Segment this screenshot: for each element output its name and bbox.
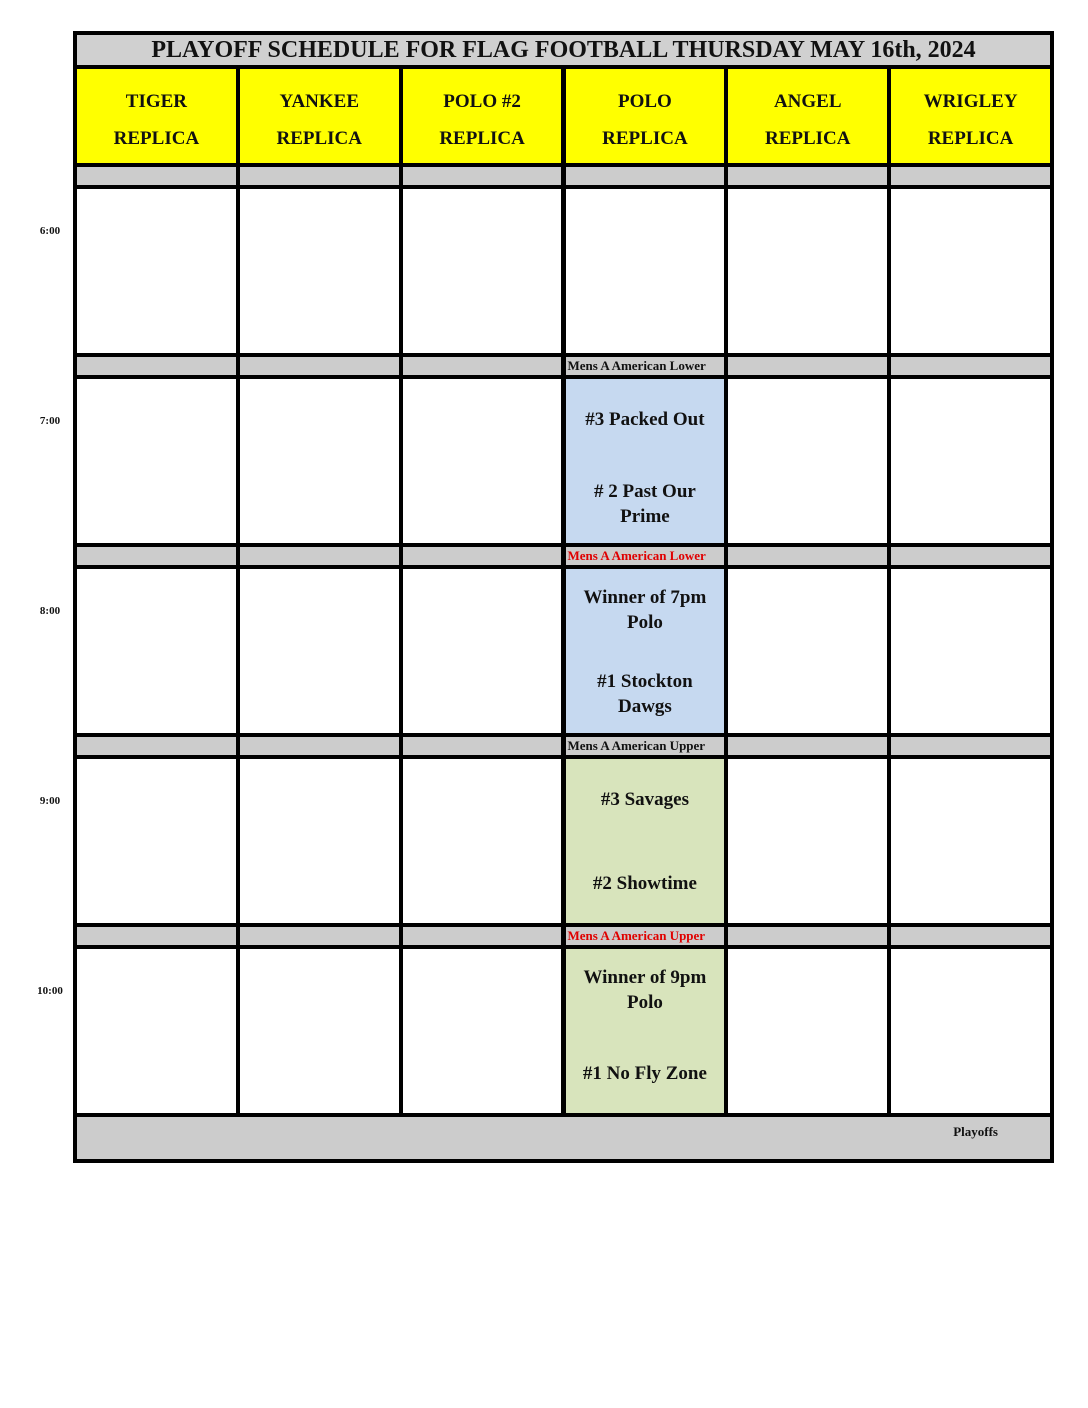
division-band-cell bbox=[240, 357, 399, 375]
time-slot-cell bbox=[77, 759, 236, 923]
time-slot-cell bbox=[77, 949, 236, 1113]
time-slot-cell bbox=[891, 189, 1050, 353]
field-header bbox=[77, 69, 236, 163]
time-slot-cell bbox=[77, 379, 236, 543]
time-slot-cell bbox=[240, 379, 399, 543]
field-name: ANGEL bbox=[773, 91, 842, 112]
division-band-cell bbox=[403, 547, 562, 565]
field-subtitle: REPLICA bbox=[113, 128, 200, 149]
time-label: 10:00 bbox=[37, 985, 63, 997]
division-label bbox=[566, 167, 725, 185]
time-slot-cell bbox=[77, 189, 236, 353]
division-band-cell bbox=[891, 167, 1050, 185]
time-slot-cell bbox=[240, 189, 399, 353]
time-slot-cell bbox=[240, 949, 399, 1113]
time-label: 7:00 bbox=[39, 415, 61, 427]
time-slot-cell bbox=[403, 189, 562, 353]
field-header bbox=[566, 69, 725, 163]
field-header bbox=[728, 69, 887, 163]
field-subtitle: REPLICA bbox=[602, 128, 688, 149]
game-cell bbox=[566, 569, 725, 733]
division-band-cell bbox=[403, 357, 562, 375]
division-band-cell bbox=[77, 357, 236, 375]
time-label: 8:00 bbox=[39, 605, 61, 617]
field-name: POLO bbox=[617, 91, 672, 112]
time-slot-cell bbox=[403, 569, 562, 733]
division-band-cell bbox=[403, 737, 562, 755]
division-band-cell bbox=[891, 357, 1050, 375]
field-name: YANKEE bbox=[279, 91, 360, 112]
field-header bbox=[240, 69, 399, 163]
division-band-cell bbox=[728, 547, 887, 565]
field-subtitle: REPLICA bbox=[439, 128, 525, 149]
schedule-grid bbox=[73, 31, 1054, 1163]
division-band-cell bbox=[728, 927, 887, 945]
field-header bbox=[891, 69, 1050, 163]
time-label: 9:00 bbox=[39, 795, 61, 807]
time-slot-cell bbox=[728, 189, 887, 353]
time-slot-cell bbox=[77, 569, 236, 733]
division-label: Mens A American Lower bbox=[566, 357, 725, 375]
division-band-cell bbox=[728, 167, 887, 185]
team-one: #3 Savages bbox=[600, 789, 689, 810]
team-two: # 2 Past Our Prime bbox=[593, 481, 696, 527]
division-band-cell bbox=[77, 167, 236, 185]
field-subtitle: REPLICA bbox=[927, 128, 1014, 149]
division-band-cell bbox=[240, 547, 399, 565]
division-band-cell bbox=[891, 927, 1050, 945]
field-name: POLO #2 bbox=[443, 91, 521, 112]
division-band-cell bbox=[240, 737, 399, 755]
division-band-cell bbox=[403, 927, 562, 945]
team-one: Winner of 9pm Polo bbox=[583, 967, 707, 1013]
division-band-cell bbox=[728, 737, 887, 755]
division-band-cell bbox=[891, 737, 1050, 755]
time-slot-cell bbox=[240, 759, 399, 923]
division-band-cell bbox=[77, 927, 236, 945]
time-slot-cell bbox=[891, 759, 1050, 923]
division-band-cell bbox=[240, 927, 399, 945]
field-header bbox=[403, 69, 562, 163]
division-band-cell bbox=[240, 167, 399, 185]
team-one: #3 Packed Out bbox=[585, 409, 705, 430]
division-label: Mens A American Lower bbox=[566, 547, 725, 565]
field-name: WRIGLEY bbox=[923, 91, 1018, 112]
division-band-cell bbox=[728, 357, 887, 375]
time-slot-cell bbox=[891, 569, 1050, 733]
time-label: 6:00 bbox=[39, 225, 61, 237]
division-label: Mens A American Upper bbox=[566, 737, 725, 755]
division-band-cell bbox=[77, 737, 236, 755]
time-slot-cell bbox=[891, 949, 1050, 1113]
division-band-cell bbox=[403, 167, 562, 185]
game-cell bbox=[566, 949, 725, 1113]
team-two: #1 Stockton Dawgs bbox=[597, 671, 693, 717]
team-one: Winner of 7pm Polo bbox=[583, 587, 707, 633]
time-slot-cell bbox=[728, 949, 887, 1113]
time-slot-cell bbox=[240, 569, 399, 733]
field-subtitle: REPLICA bbox=[764, 128, 851, 149]
division-band-cell bbox=[891, 547, 1050, 565]
team-two: #1 No Fly Zone bbox=[582, 1063, 707, 1084]
team-two: #2 Showtime bbox=[592, 873, 697, 894]
time-slot-cell bbox=[566, 189, 725, 353]
time-slot-cell bbox=[728, 379, 887, 543]
game-cell bbox=[566, 759, 725, 923]
time-slot-cell bbox=[891, 379, 1050, 543]
division-label: Mens A American Upper bbox=[566, 927, 725, 945]
time-slot-cell bbox=[403, 379, 562, 543]
page-title: PLAYOFF SCHEDULE FOR FLAG FOOTBALL THURSDAY MAY 16th, 2024 bbox=[77, 35, 1050, 65]
field-subtitle: REPLICA bbox=[276, 128, 362, 149]
time-slot-cell bbox=[728, 569, 887, 733]
time-slot-cell bbox=[728, 759, 887, 923]
footer-label: Playoffs bbox=[953, 1124, 998, 1139]
time-slot-cell bbox=[403, 949, 562, 1113]
time-slot-cell bbox=[403, 759, 562, 923]
field-name: TIGER bbox=[125, 91, 188, 112]
division-band-cell bbox=[77, 547, 236, 565]
footer-bar bbox=[77, 1117, 1050, 1159]
game-cell bbox=[566, 379, 725, 543]
